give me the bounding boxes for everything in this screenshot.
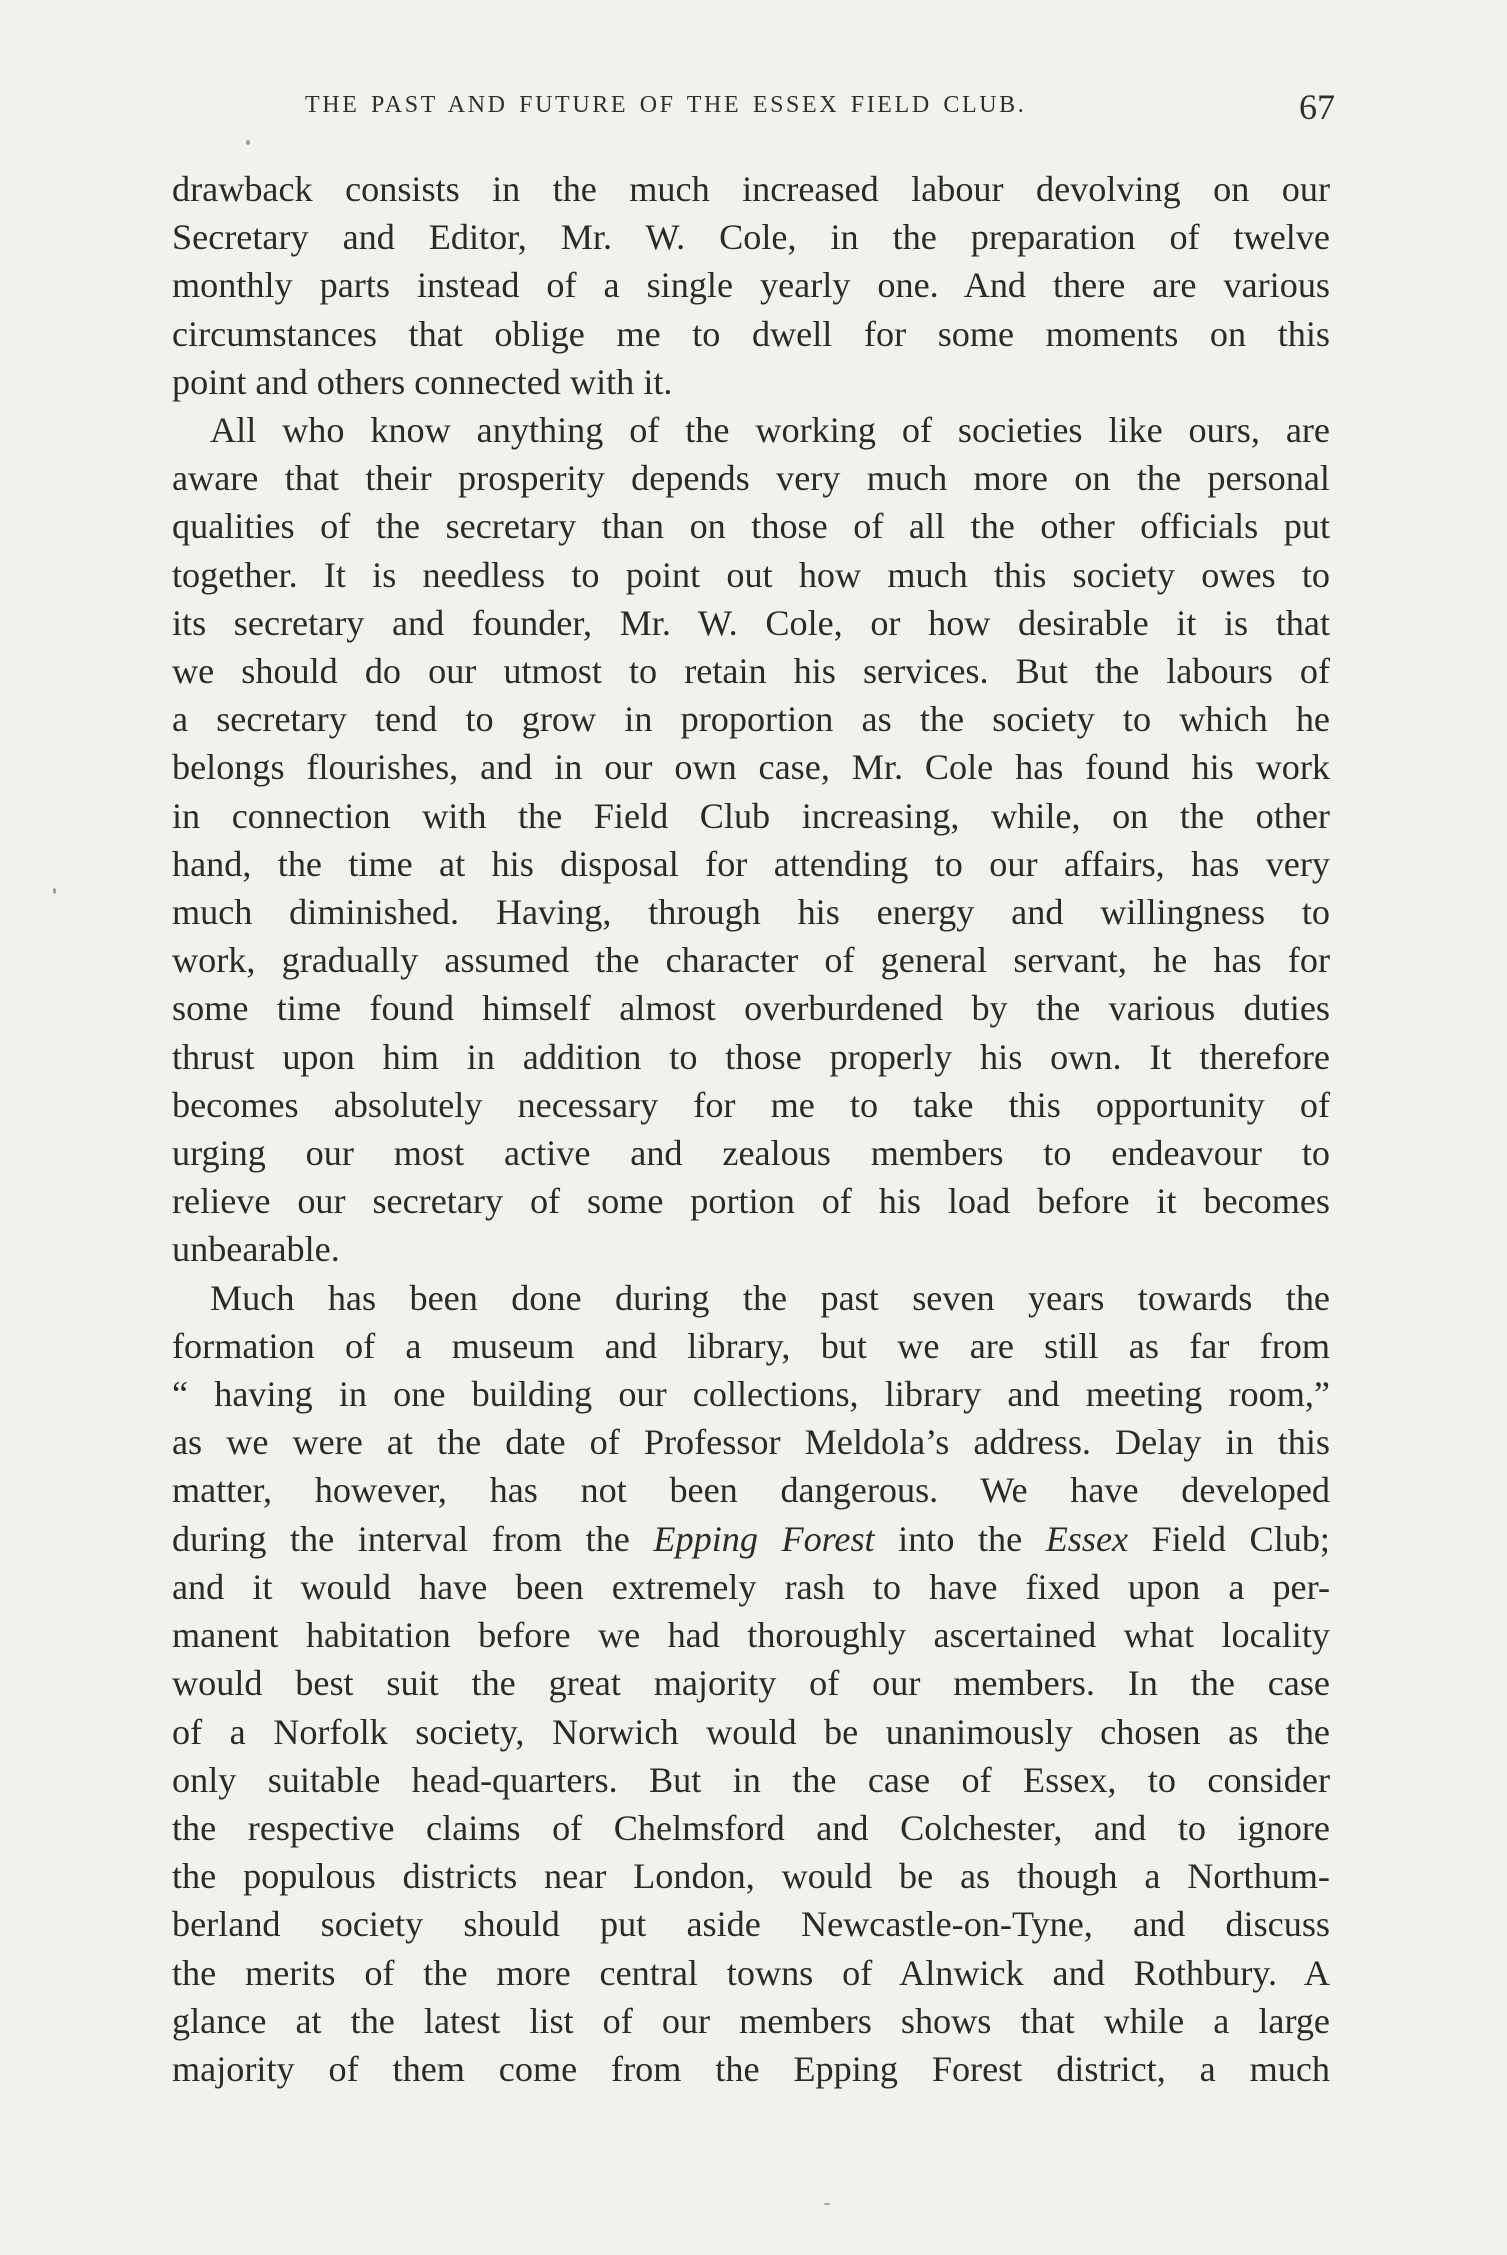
text-line: “ having in one building our collections, library and meeting room,” — [172, 1374, 1330, 1415]
paragraph-1 — [172, 165, 1330, 406]
text-line: relieve our secretary of some portion of his load before it becomes — [172, 1181, 1330, 1222]
text-line: work, gradually assumed the character of general servant, he has for — [172, 940, 1330, 981]
text-line: berland society should put aside Newcastle-on-Tyne, and discuss — [172, 1904, 1330, 1945]
text-line: of a Norfolk society, Norwich would be unanimously chosen as the — [172, 1711, 1330, 1752]
text-line: Much has been done during the past seven years towards the — [210, 1277, 1330, 1318]
paragraph-3 — [172, 1274, 1330, 2093]
text-line: as we were at the date of Professor Meldola’s address. Delay in this — [172, 1422, 1330, 1463]
text-line: a secretary tend to grow in proportion as the society to which he — [172, 699, 1330, 740]
text-line: during the interval from the Epping Forest into the Essex Field Club; — [172, 1518, 1330, 1559]
text-line: thrust upon him in addition to those properly his own. It therefore — [172, 1036, 1330, 1077]
text-line: drawback consists in the much increased labour devolving on our — [172, 169, 1330, 209]
text-line: together. It is needless to point out how much this society owes to — [172, 554, 1330, 595]
text-line: its secretary and founder, Mr. W. Cole, or how desirable it is that — [172, 602, 1330, 643]
text-line: All who know anything of the working of societies like ours, are — [210, 410, 1330, 451]
italic-text: Essex — [1045, 1518, 1129, 1559]
text-line: the populous districts near London, would be as though a Northum- — [172, 1856, 1330, 1897]
text-line: manent habitation before we had thoroughly ascertained what locality — [172, 1615, 1330, 1656]
text-line: would best suit the great majority of our members. In the case — [172, 1663, 1330, 1704]
text-line: urging our most active and zealous members to endeavour to — [172, 1133, 1330, 1174]
text-line: majority of them come from the Epping Forest district, a much — [172, 2048, 1330, 2089]
text-line: only suitable head-quarters. But in the case of Essex, to consider — [172, 1759, 1330, 1800]
text-line: the merits of the more central towns of Alnwick and Rothbury. A — [172, 1952, 1330, 1993]
text-line: and it would have been extremely rash to have fixed upon a per- — [172, 1566, 1330, 1607]
text-line: hand, the time at his disposal for attending to our affairs, has very — [172, 843, 1330, 884]
page-number: 67 — [1299, 87, 1335, 127]
text-line: belongs flourishes, and in our own case, Mr. Cole has found his work — [172, 747, 1330, 788]
scan-speck — [824, 2203, 830, 2205]
scan-speck — [246, 140, 250, 145]
text-line: formation of a museum and library, but we are still as far from — [172, 1325, 1330, 1366]
text-line: aware that their prosperity depends very much more on the personal — [172, 458, 1330, 499]
italic-text: Epping Forest — [653, 1518, 875, 1559]
text-line: monthly parts instead of a single yearly one. And there are various — [172, 265, 1330, 306]
text-line: becomes absolutely necessary for me to take this opportunity of — [172, 1084, 1330, 1125]
text-line: much diminished. Having, through his energy and willingness to — [172, 892, 1330, 933]
running-head — [305, 87, 1335, 132]
text-line: circumstances that oblige me to dwell for some moments on this — [172, 313, 1330, 354]
running-title: THE PAST AND FUTURE OF THE ESSEX FIELD CLUB. — [305, 92, 1027, 118]
text-line: in connection with the Field Club increasing, while, on the other — [172, 795, 1330, 836]
text-line: qualities of the secretary than on those of all the other officials put — [172, 506, 1330, 547]
text-line: unbearable. — [172, 1229, 340, 1270]
text-line: matter, however, has not been dangerous. We have developed — [172, 1470, 1330, 1511]
scan-speck — [53, 888, 56, 894]
body-text — [172, 165, 1330, 2093]
text-line: some time found himself almost overburdened by the various duties — [172, 988, 1330, 1029]
text-line: Secretary and Editor, Mr. W. Cole, in the preparation of twelve — [172, 217, 1330, 258]
text-line: point and others connected with it. — [172, 361, 673, 402]
text-line: we should do our utmost to retain his services. But the labours of — [172, 651, 1330, 692]
text-line: the respective claims of Chelmsford and Colchester, and to ignore — [172, 1807, 1330, 1848]
text-line: glance at the latest list of our members shows that while a large — [172, 2000, 1330, 2041]
paragraph-2 — [172, 406, 1330, 1274]
